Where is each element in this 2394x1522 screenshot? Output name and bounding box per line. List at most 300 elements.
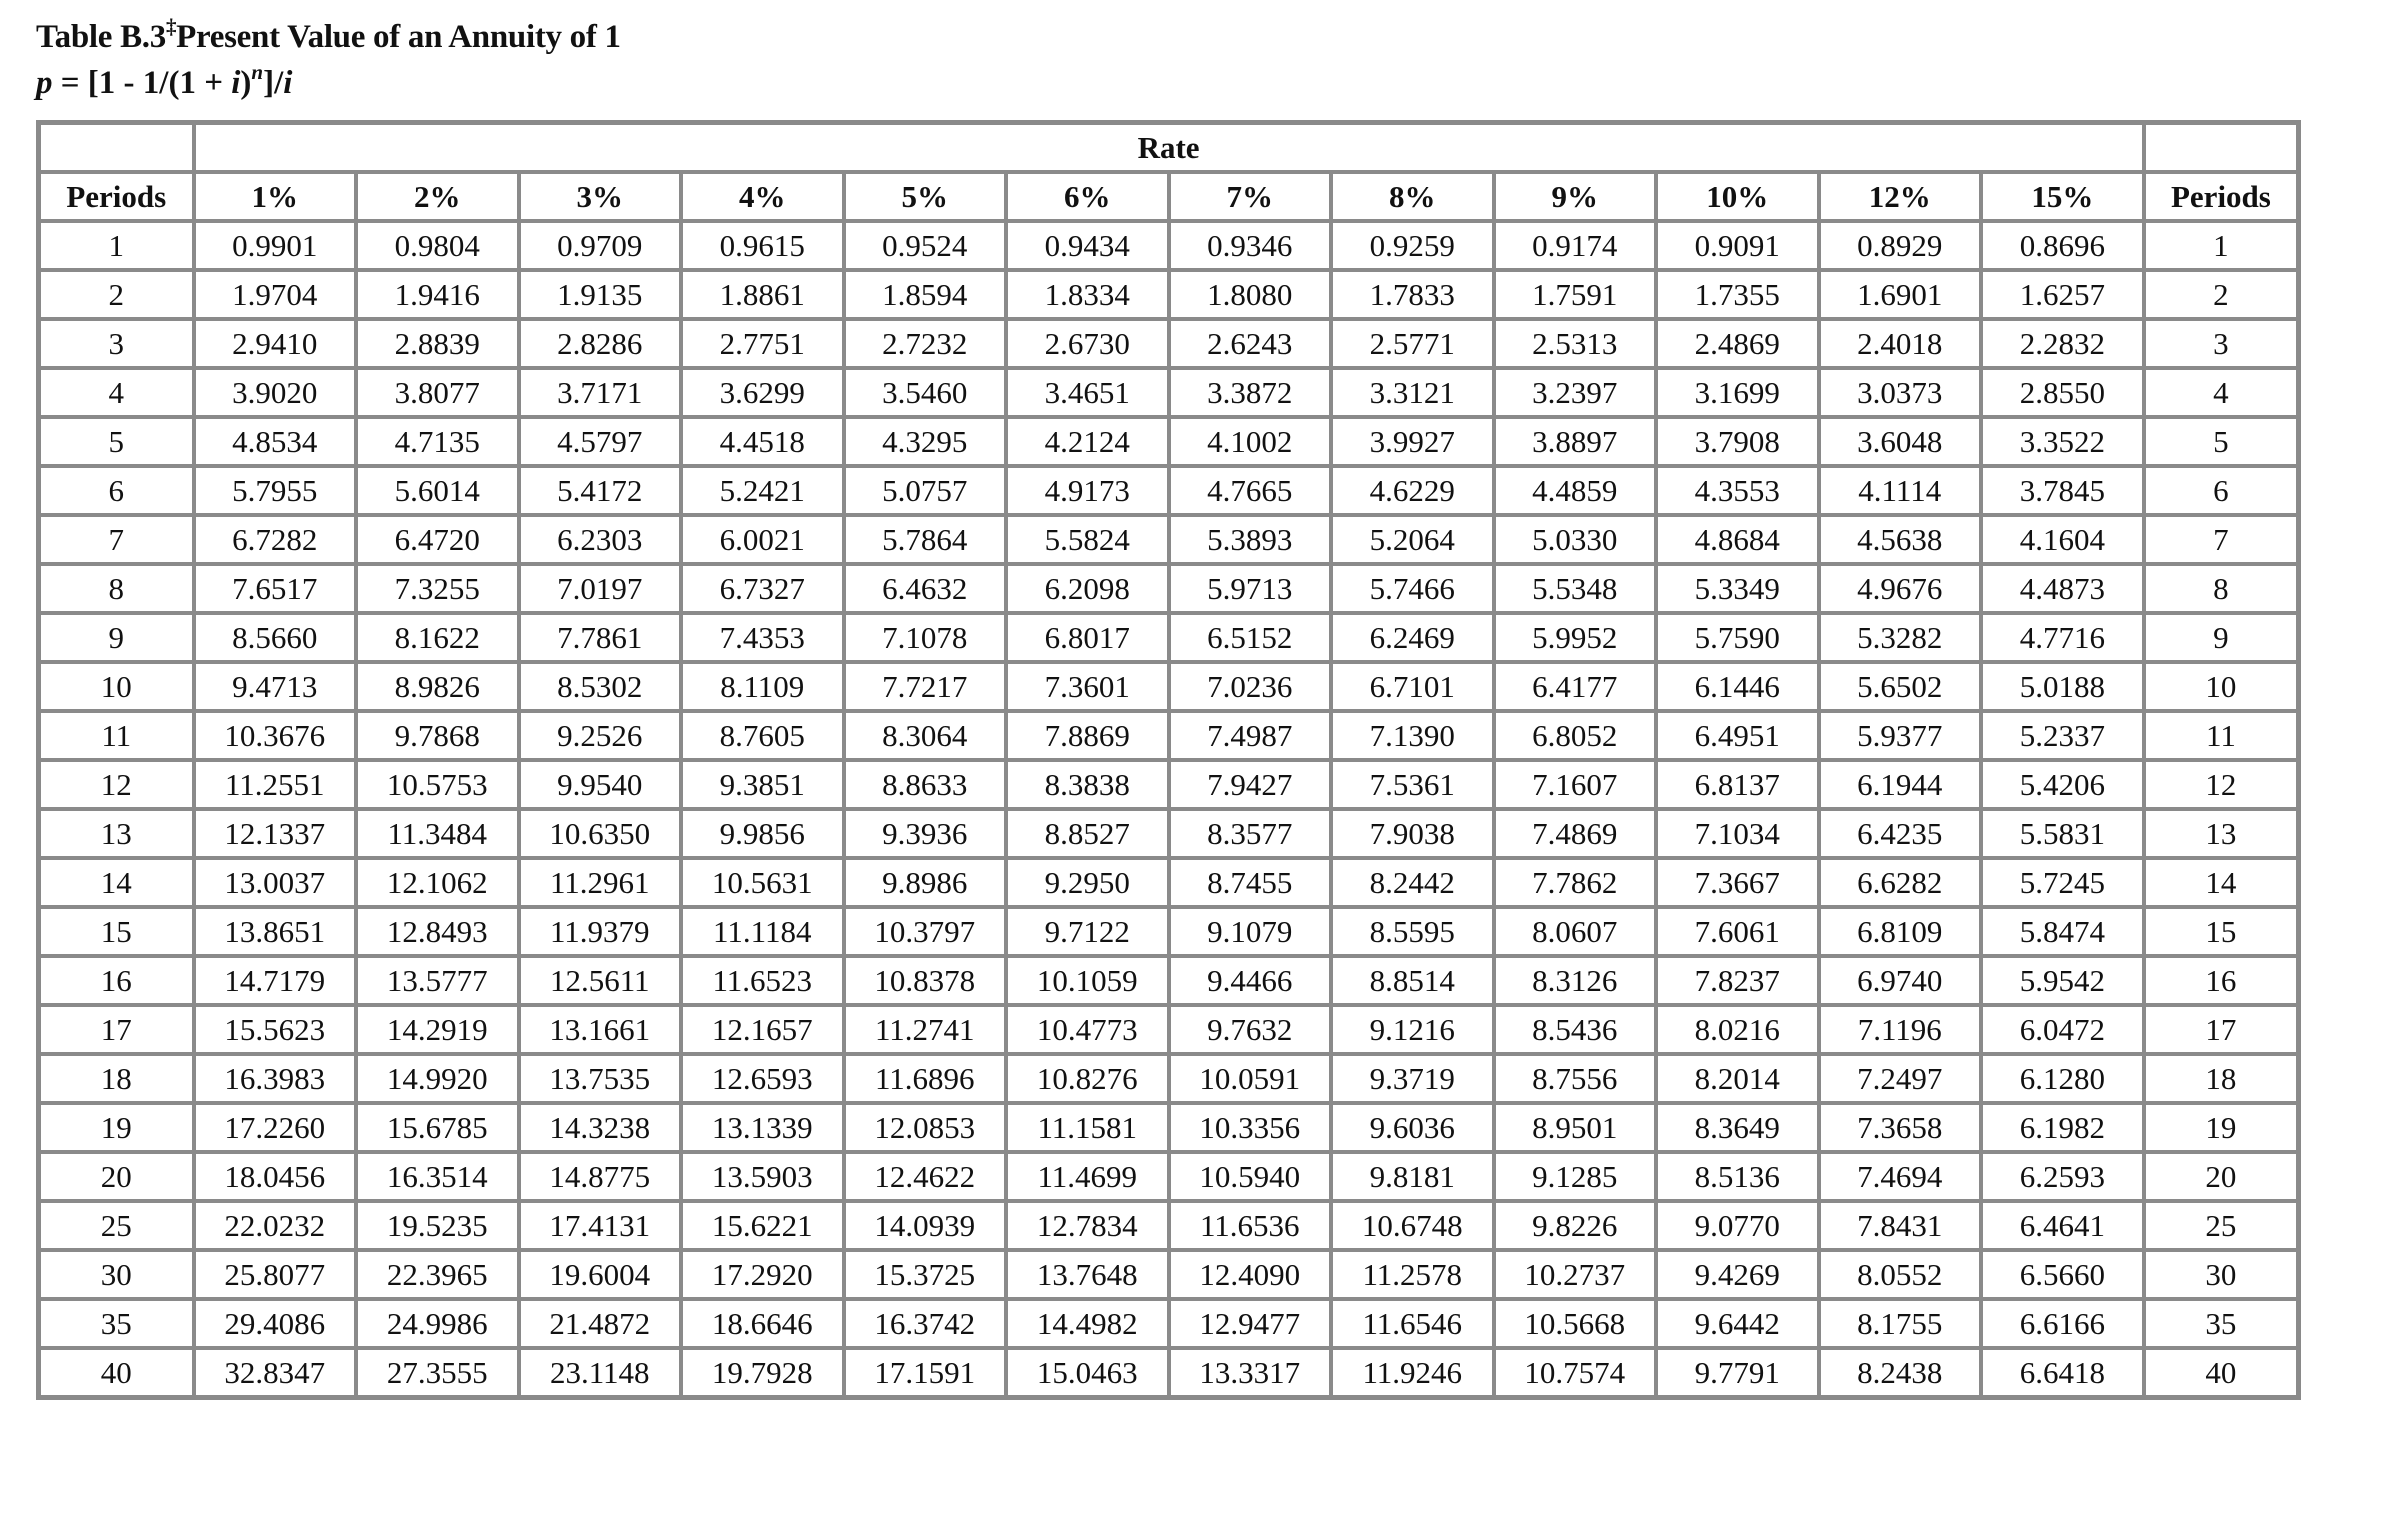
period-cell-left: 2 bbox=[39, 270, 194, 319]
value-cell: 5.7466 bbox=[1331, 564, 1494, 613]
formula-p: p bbox=[36, 65, 53, 101]
value-cell: 2.8839 bbox=[356, 319, 519, 368]
table-row bbox=[39, 368, 2299, 417]
table-row bbox=[39, 1299, 2299, 1348]
value-cell: 7.8237 bbox=[1656, 956, 1819, 1005]
period-cell-right: 12 bbox=[2144, 760, 2299, 809]
value-cell: 11.1184 bbox=[681, 907, 844, 956]
value-cell: 7.0236 bbox=[1169, 662, 1332, 711]
value-cell: 4.7135 bbox=[356, 417, 519, 466]
value-cell: 8.8527 bbox=[1006, 809, 1169, 858]
period-cell-right: 30 bbox=[2144, 1250, 2299, 1299]
value-cell: 0.8696 bbox=[1981, 221, 2144, 270]
value-cell: 7.8431 bbox=[1819, 1201, 1982, 1250]
value-cell: 18.0456 bbox=[194, 1152, 357, 1201]
period-cell-left: 3 bbox=[39, 319, 194, 368]
value-cell: 2.2832 bbox=[1981, 319, 2144, 368]
value-cell: 2.8286 bbox=[519, 319, 682, 368]
value-cell: 0.8929 bbox=[1819, 221, 1982, 270]
value-cell: 9.1285 bbox=[1494, 1152, 1657, 1201]
value-cell: 21.4872 bbox=[519, 1299, 682, 1348]
value-cell: 6.0021 bbox=[681, 515, 844, 564]
value-cell: 0.9091 bbox=[1656, 221, 1819, 270]
value-cell: 4.4859 bbox=[1494, 466, 1657, 515]
value-cell: 5.9952 bbox=[1494, 613, 1657, 662]
table-row bbox=[39, 515, 2299, 564]
value-cell: 15.6221 bbox=[681, 1201, 844, 1250]
value-cell: 7.1390 bbox=[1331, 711, 1494, 760]
value-cell: 6.2303 bbox=[519, 515, 682, 564]
value-cell: 11.6523 bbox=[681, 956, 844, 1005]
value-cell: 3.8897 bbox=[1494, 417, 1657, 466]
value-cell: 10.4773 bbox=[1006, 1005, 1169, 1054]
value-cell: 5.3282 bbox=[1819, 613, 1982, 662]
value-cell: 5.0757 bbox=[844, 466, 1007, 515]
value-cell: 9.3851 bbox=[681, 760, 844, 809]
value-cell: 6.1982 bbox=[1981, 1103, 2144, 1152]
value-cell: 0.9434 bbox=[1006, 221, 1169, 270]
value-cell: 3.3121 bbox=[1331, 368, 1494, 417]
value-cell: 5.2337 bbox=[1981, 711, 2144, 760]
value-cell: 8.3126 bbox=[1494, 956, 1657, 1005]
table-row bbox=[39, 711, 2299, 760]
value-cell: 4.3553 bbox=[1656, 466, 1819, 515]
value-cell: 9.4269 bbox=[1656, 1250, 1819, 1299]
value-cell: 8.3838 bbox=[1006, 760, 1169, 809]
period-cell-left: 18 bbox=[39, 1054, 194, 1103]
value-cell: 14.7179 bbox=[194, 956, 357, 1005]
period-cell-left: 19 bbox=[39, 1103, 194, 1152]
value-cell: 13.0037 bbox=[194, 858, 357, 907]
period-cell-left: 8 bbox=[39, 564, 194, 613]
value-cell: 4.8534 bbox=[194, 417, 357, 466]
value-cell: 11.2961 bbox=[519, 858, 682, 907]
table-row bbox=[39, 1201, 2299, 1250]
value-cell: 13.1661 bbox=[519, 1005, 682, 1054]
value-cell: 4.2124 bbox=[1006, 417, 1169, 466]
value-cell: 4.8684 bbox=[1656, 515, 1819, 564]
value-cell: 1.8861 bbox=[681, 270, 844, 319]
value-cell: 6.6282 bbox=[1819, 858, 1982, 907]
value-cell: 0.9901 bbox=[194, 221, 357, 270]
table-row bbox=[39, 956, 2299, 1005]
value-cell: 7.1034 bbox=[1656, 809, 1819, 858]
empty-corner-cell bbox=[39, 123, 194, 173]
periods-header-right: Periods bbox=[2144, 172, 2299, 221]
value-cell: 13.5903 bbox=[681, 1152, 844, 1201]
value-cell: 9.7868 bbox=[356, 711, 519, 760]
value-cell: 0.9174 bbox=[1494, 221, 1657, 270]
table-title bbox=[36, 14, 621, 60]
value-cell: 9.8986 bbox=[844, 858, 1007, 907]
value-cell: 1.9704 bbox=[194, 270, 357, 319]
value-cell: 6.4177 bbox=[1494, 662, 1657, 711]
formula-part: ) bbox=[240, 65, 252, 101]
value-cell: 7.5361 bbox=[1331, 760, 1494, 809]
value-cell: 11.3484 bbox=[356, 809, 519, 858]
value-cell: 8.1109 bbox=[681, 662, 844, 711]
value-cell: 6.4641 bbox=[1981, 1201, 2144, 1250]
value-cell: 8.0216 bbox=[1656, 1005, 1819, 1054]
period-cell-right: 16 bbox=[2144, 956, 2299, 1005]
period-cell-left: 40 bbox=[39, 1348, 194, 1398]
value-cell: 6.5152 bbox=[1169, 613, 1332, 662]
value-cell: 6.7282 bbox=[194, 515, 357, 564]
value-cell: 9.2526 bbox=[519, 711, 682, 760]
period-cell-left: 5 bbox=[39, 417, 194, 466]
value-cell: 10.5753 bbox=[356, 760, 519, 809]
value-cell: 11.2578 bbox=[1331, 1250, 1494, 1299]
value-cell: 0.9524 bbox=[844, 221, 1007, 270]
value-cell: 5.9713 bbox=[1169, 564, 1332, 613]
value-cell: 6.8109 bbox=[1819, 907, 1982, 956]
value-cell: 0.9804 bbox=[356, 221, 519, 270]
value-cell: 9.7791 bbox=[1656, 1348, 1819, 1398]
value-cell: 1.7591 bbox=[1494, 270, 1657, 319]
value-cell: 12.4622 bbox=[844, 1152, 1007, 1201]
value-cell: 10.1059 bbox=[1006, 956, 1169, 1005]
value-cell: 3.7845 bbox=[1981, 466, 2144, 515]
value-cell: 9.6036 bbox=[1331, 1103, 1494, 1152]
value-cell: 6.7327 bbox=[681, 564, 844, 613]
table-row bbox=[39, 907, 2299, 956]
value-cell: 32.8347 bbox=[194, 1348, 357, 1398]
value-cell: 0.9615 bbox=[681, 221, 844, 270]
period-cell-right: 10 bbox=[2144, 662, 2299, 711]
value-cell: 12.7834 bbox=[1006, 1201, 1169, 1250]
value-cell: 2.5313 bbox=[1494, 319, 1657, 368]
value-cell: 7.7861 bbox=[519, 613, 682, 662]
period-cell-left: 9 bbox=[39, 613, 194, 662]
value-cell: 9.1216 bbox=[1331, 1005, 1494, 1054]
rate-header: 4% bbox=[681, 172, 844, 221]
value-cell: 14.9920 bbox=[356, 1054, 519, 1103]
value-cell: 2.6243 bbox=[1169, 319, 1332, 368]
rate-header: 12% bbox=[1819, 172, 1982, 221]
value-cell: 3.0373 bbox=[1819, 368, 1982, 417]
value-cell: 9.9540 bbox=[519, 760, 682, 809]
value-cell: 7.1078 bbox=[844, 613, 1007, 662]
period-cell-left: 11 bbox=[39, 711, 194, 760]
value-cell: 11.4699 bbox=[1006, 1152, 1169, 1201]
value-cell: 12.8493 bbox=[356, 907, 519, 956]
value-cell: 6.2098 bbox=[1006, 564, 1169, 613]
value-cell: 1.8080 bbox=[1169, 270, 1332, 319]
value-cell: 1.6257 bbox=[1981, 270, 2144, 319]
table-number: Table B.3 bbox=[36, 19, 166, 55]
value-cell: 9.9856 bbox=[681, 809, 844, 858]
period-cell-left: 12 bbox=[39, 760, 194, 809]
period-cell-right: 14 bbox=[2144, 858, 2299, 907]
value-cell: 4.7665 bbox=[1169, 466, 1332, 515]
value-cell: 10.0591 bbox=[1169, 1054, 1332, 1103]
table-row bbox=[39, 466, 2299, 515]
value-cell: 8.5595 bbox=[1331, 907, 1494, 956]
value-cell: 5.4206 bbox=[1981, 760, 2144, 809]
period-cell-right: 18 bbox=[2144, 1054, 2299, 1103]
value-cell: 2.8550 bbox=[1981, 368, 2144, 417]
value-cell: 7.9038 bbox=[1331, 809, 1494, 858]
value-cell: 8.5436 bbox=[1494, 1005, 1657, 1054]
rate-header: 3% bbox=[519, 172, 682, 221]
value-cell: 8.9501 bbox=[1494, 1103, 1657, 1152]
value-cell: 8.7455 bbox=[1169, 858, 1332, 907]
value-cell: 17.4131 bbox=[519, 1201, 682, 1250]
value-cell: 5.0330 bbox=[1494, 515, 1657, 564]
value-cell: 6.1280 bbox=[1981, 1054, 2144, 1103]
value-cell: 10.7574 bbox=[1494, 1348, 1657, 1398]
period-cell-right: 5 bbox=[2144, 417, 2299, 466]
value-cell: 11.2551 bbox=[194, 760, 357, 809]
value-cell: 7.9427 bbox=[1169, 760, 1332, 809]
value-cell: 19.6004 bbox=[519, 1250, 682, 1299]
value-cell: 16.3983 bbox=[194, 1054, 357, 1103]
value-cell: 7.4694 bbox=[1819, 1152, 1982, 1201]
value-cell: 5.5831 bbox=[1981, 809, 2144, 858]
value-cell: 5.6502 bbox=[1819, 662, 1982, 711]
value-cell: 2.5771 bbox=[1331, 319, 1494, 368]
value-cell: 4.7716 bbox=[1981, 613, 2144, 662]
value-cell: 3.5460 bbox=[844, 368, 1007, 417]
table-row bbox=[39, 1103, 2299, 1152]
value-cell: 3.1699 bbox=[1656, 368, 1819, 417]
value-cell: 8.5136 bbox=[1656, 1152, 1819, 1201]
value-cell: 10.5668 bbox=[1494, 1299, 1657, 1348]
value-cell: 6.8017 bbox=[1006, 613, 1169, 662]
period-cell-left: 35 bbox=[39, 1299, 194, 1348]
rate-header: 6% bbox=[1006, 172, 1169, 221]
value-cell: 10.5940 bbox=[1169, 1152, 1332, 1201]
value-cell: 5.9377 bbox=[1819, 711, 1982, 760]
value-cell: 4.1002 bbox=[1169, 417, 1332, 466]
period-cell-right: 17 bbox=[2144, 1005, 2299, 1054]
table-row bbox=[39, 319, 2299, 368]
formula-i: i bbox=[283, 65, 293, 101]
value-cell: 6.9740 bbox=[1819, 956, 1982, 1005]
value-cell: 2.4869 bbox=[1656, 319, 1819, 368]
period-cell-left: 20 bbox=[39, 1152, 194, 1201]
value-cell: 10.5631 bbox=[681, 858, 844, 907]
value-cell: 10.3797 bbox=[844, 907, 1007, 956]
period-cell-left: 16 bbox=[39, 956, 194, 1005]
value-cell: 6.6166 bbox=[1981, 1299, 2144, 1348]
formula-i: i bbox=[231, 65, 241, 101]
value-cell: 5.2064 bbox=[1331, 515, 1494, 564]
period-cell-left: 17 bbox=[39, 1005, 194, 1054]
value-cell: 5.9542 bbox=[1981, 956, 2144, 1005]
value-cell: 13.7648 bbox=[1006, 1250, 1169, 1299]
value-cell: 3.2397 bbox=[1494, 368, 1657, 417]
value-cell: 8.3577 bbox=[1169, 809, 1332, 858]
value-cell: 19.5235 bbox=[356, 1201, 519, 1250]
value-cell: 13.5777 bbox=[356, 956, 519, 1005]
value-cell: 8.3064 bbox=[844, 711, 1007, 760]
value-cell: 13.3317 bbox=[1169, 1348, 1332, 1398]
value-cell: 6.4951 bbox=[1656, 711, 1819, 760]
value-cell: 6.1944 bbox=[1819, 760, 1982, 809]
value-cell: 4.9173 bbox=[1006, 466, 1169, 515]
value-cell: 11.1581 bbox=[1006, 1103, 1169, 1152]
table-row bbox=[39, 270, 2299, 319]
value-cell: 5.4172 bbox=[519, 466, 682, 515]
value-cell: 6.1446 bbox=[1656, 662, 1819, 711]
annuity-table bbox=[36, 120, 2301, 1400]
value-cell: 7.3667 bbox=[1656, 858, 1819, 907]
value-cell: 6.2593 bbox=[1981, 1152, 2144, 1201]
value-cell: 8.3649 bbox=[1656, 1103, 1819, 1152]
value-cell: 3.3522 bbox=[1981, 417, 2144, 466]
period-cell-left: 6 bbox=[39, 466, 194, 515]
value-cell: 4.4518 bbox=[681, 417, 844, 466]
value-cell: 9.2950 bbox=[1006, 858, 1169, 907]
value-cell: 16.3514 bbox=[356, 1152, 519, 1201]
rate-header: 10% bbox=[1656, 172, 1819, 221]
value-cell: 6.8137 bbox=[1656, 760, 1819, 809]
value-cell: 11.9379 bbox=[519, 907, 682, 956]
value-cell: 7.6061 bbox=[1656, 907, 1819, 956]
period-cell-right: 35 bbox=[2144, 1299, 2299, 1348]
value-cell: 2.6730 bbox=[1006, 319, 1169, 368]
value-cell: 2.9410 bbox=[194, 319, 357, 368]
table-row bbox=[39, 1054, 2299, 1103]
value-cell: 6.4720 bbox=[356, 515, 519, 564]
rate-group-header: Rate bbox=[194, 123, 2144, 173]
value-cell: 15.6785 bbox=[356, 1103, 519, 1152]
value-cell: 0.9259 bbox=[1331, 221, 1494, 270]
value-cell: 11.9246 bbox=[1331, 1348, 1494, 1398]
value-cell: 8.7605 bbox=[681, 711, 844, 760]
value-cell: 4.4873 bbox=[1981, 564, 2144, 613]
value-cell: 4.3295 bbox=[844, 417, 1007, 466]
value-cell: 19.7928 bbox=[681, 1348, 844, 1398]
period-cell-right: 11 bbox=[2144, 711, 2299, 760]
value-cell: 15.0463 bbox=[1006, 1348, 1169, 1398]
table-row bbox=[39, 1250, 2299, 1299]
value-cell: 8.7556 bbox=[1494, 1054, 1657, 1103]
period-cell-left: 15 bbox=[39, 907, 194, 956]
value-cell: 2.7751 bbox=[681, 319, 844, 368]
value-cell: 8.1755 bbox=[1819, 1299, 1982, 1348]
period-cell-left: 13 bbox=[39, 809, 194, 858]
title-text: Present Value of an Annuity of 1 bbox=[176, 19, 621, 55]
value-cell: 3.9020 bbox=[194, 368, 357, 417]
rate-header: 8% bbox=[1331, 172, 1494, 221]
value-cell: 1.7355 bbox=[1656, 270, 1819, 319]
value-cell: 14.4982 bbox=[1006, 1299, 1169, 1348]
table-body bbox=[39, 221, 2299, 1398]
value-cell: 4.1604 bbox=[1981, 515, 2144, 564]
period-cell-right: 15 bbox=[2144, 907, 2299, 956]
value-cell: 9.6442 bbox=[1656, 1299, 1819, 1348]
value-cell: 5.7590 bbox=[1656, 613, 1819, 662]
period-cell-right: 4 bbox=[2144, 368, 2299, 417]
value-cell: 7.6517 bbox=[194, 564, 357, 613]
period-cell-right: 13 bbox=[2144, 809, 2299, 858]
formula-part: = [1 - 1/(1 + bbox=[52, 65, 232, 101]
period-cell-right: 7 bbox=[2144, 515, 2299, 564]
value-cell: 10.6748 bbox=[1331, 1201, 1494, 1250]
value-cell: 5.7864 bbox=[844, 515, 1007, 564]
footnote-mark: ‡ bbox=[165, 14, 177, 38]
period-cell-right: 6 bbox=[2144, 466, 2299, 515]
period-cell-left: 25 bbox=[39, 1201, 194, 1250]
value-cell: 9.7122 bbox=[1006, 907, 1169, 956]
value-cell: 17.1591 bbox=[844, 1348, 1007, 1398]
table-row bbox=[39, 1005, 2299, 1054]
value-cell: 8.2014 bbox=[1656, 1054, 1819, 1103]
value-cell: 6.6418 bbox=[1981, 1348, 2144, 1398]
value-cell: 11.6546 bbox=[1331, 1299, 1494, 1348]
period-cell-right: 2 bbox=[2144, 270, 2299, 319]
table-caption bbox=[36, 14, 621, 106]
value-cell: 24.9986 bbox=[356, 1299, 519, 1348]
table-row bbox=[39, 858, 2299, 907]
rate-header: 15% bbox=[1981, 172, 2144, 221]
value-cell: 17.2920 bbox=[681, 1250, 844, 1299]
value-cell: 9.3936 bbox=[844, 809, 1007, 858]
rate-header: 2% bbox=[356, 172, 519, 221]
value-cell: 12.6593 bbox=[681, 1054, 844, 1103]
group-header-row bbox=[39, 123, 2299, 173]
rate-header: 5% bbox=[844, 172, 1007, 221]
value-cell: 3.7171 bbox=[519, 368, 682, 417]
value-cell: 9.8181 bbox=[1331, 1152, 1494, 1201]
value-cell: 6.2469 bbox=[1331, 613, 1494, 662]
value-cell: 2.4018 bbox=[1819, 319, 1982, 368]
value-cell: 10.8378 bbox=[844, 956, 1007, 1005]
period-cell-left: 4 bbox=[39, 368, 194, 417]
formula-part: ]/ bbox=[263, 65, 284, 101]
value-cell: 11.6536 bbox=[1169, 1201, 1332, 1250]
period-cell-right: 25 bbox=[2144, 1201, 2299, 1250]
value-cell: 10.2737 bbox=[1494, 1250, 1657, 1299]
value-cell: 7.4353 bbox=[681, 613, 844, 662]
value-cell: 16.3742 bbox=[844, 1299, 1007, 1348]
value-cell: 5.5348 bbox=[1494, 564, 1657, 613]
value-cell: 4.5638 bbox=[1819, 515, 1982, 564]
value-cell: 8.8514 bbox=[1331, 956, 1494, 1005]
value-cell: 10.8276 bbox=[1006, 1054, 1169, 1103]
value-cell: 8.2442 bbox=[1331, 858, 1494, 907]
value-cell: 7.4987 bbox=[1169, 711, 1332, 760]
value-cell: 3.3872 bbox=[1169, 368, 1332, 417]
table-row bbox=[39, 417, 2299, 466]
table-row bbox=[39, 809, 2299, 858]
formula-exponent: n bbox=[251, 60, 264, 84]
value-cell: 23.1148 bbox=[519, 1348, 682, 1398]
value-cell: 8.8633 bbox=[844, 760, 1007, 809]
value-cell: 5.0188 bbox=[1981, 662, 2144, 711]
value-cell: 9.4466 bbox=[1169, 956, 1332, 1005]
table-row bbox=[39, 1348, 2299, 1398]
value-cell: 22.0232 bbox=[194, 1201, 357, 1250]
value-cell: 7.1196 bbox=[1819, 1005, 1982, 1054]
value-cell: 5.3893 bbox=[1169, 515, 1332, 564]
value-cell: 7.0197 bbox=[519, 564, 682, 613]
value-cell: 6.8052 bbox=[1494, 711, 1657, 760]
value-cell: 3.9927 bbox=[1331, 417, 1494, 466]
value-cell: 7.1607 bbox=[1494, 760, 1657, 809]
value-cell: 4.9676 bbox=[1819, 564, 1982, 613]
table-row bbox=[39, 1152, 2299, 1201]
value-cell: 2.7232 bbox=[844, 319, 1007, 368]
value-cell: 3.7908 bbox=[1656, 417, 1819, 466]
value-cell: 12.5611 bbox=[519, 956, 682, 1005]
value-cell: 12.9477 bbox=[1169, 1299, 1332, 1348]
value-cell: 9.7632 bbox=[1169, 1005, 1332, 1054]
period-cell-right: 40 bbox=[2144, 1348, 2299, 1398]
value-cell: 7.8869 bbox=[1006, 711, 1169, 760]
